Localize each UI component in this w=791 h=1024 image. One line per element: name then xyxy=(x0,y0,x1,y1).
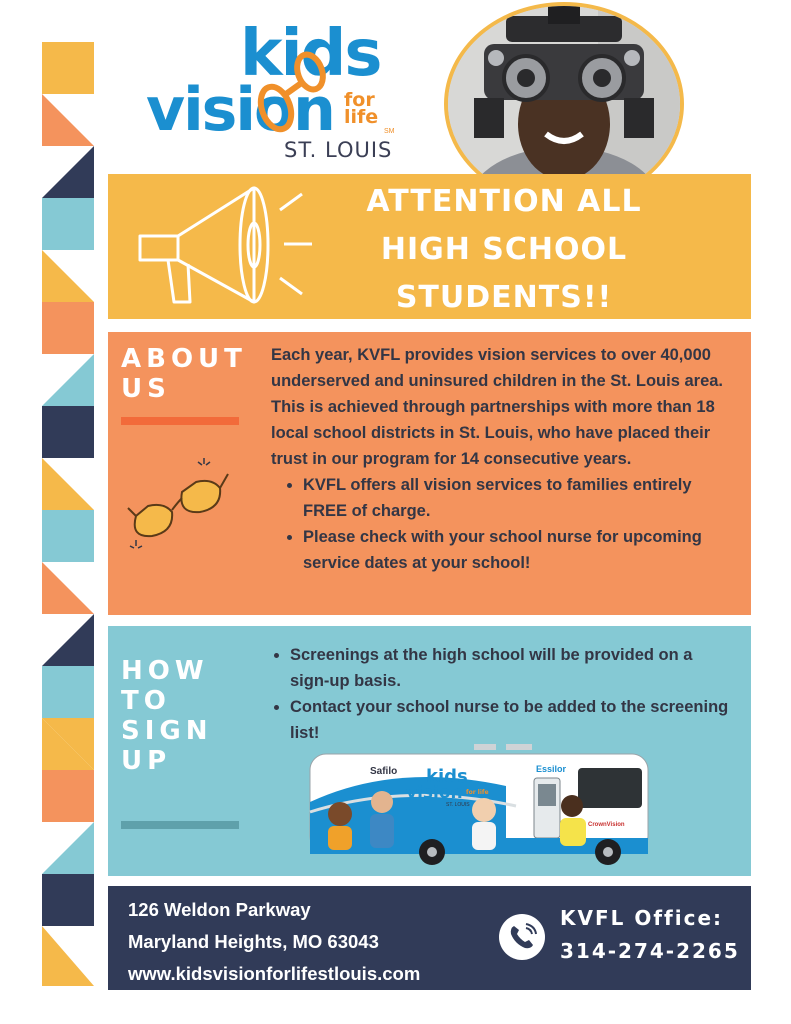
office-label: KVFL Office: xyxy=(560,906,724,930)
footer-address xyxy=(128,894,420,990)
about-us-text xyxy=(271,342,733,576)
bus-brand-safilo: Safilo xyxy=(370,766,398,777)
website-link[interactable]: www.kidsvisionforlifestlouis.com xyxy=(128,963,421,984)
about-heading-underline xyxy=(121,417,239,425)
about-us-heading: ABOUT US xyxy=(121,344,247,404)
logo-glasses-icon xyxy=(248,50,338,142)
megaphone-icon xyxy=(134,184,324,308)
logo-sm-mark: SM xyxy=(384,128,395,135)
how-heading-underline xyxy=(121,821,239,829)
how-to-sign-up-text xyxy=(258,642,736,746)
how-bullet-screenings: • Screenings at the high school will be provided on a sign-up basis. xyxy=(290,642,736,694)
office-phone[interactable]: 314-274-2265 xyxy=(560,939,740,963)
office-contact xyxy=(560,902,740,968)
phone-icon xyxy=(499,914,545,960)
logo-vision-text: vision xyxy=(146,75,334,145)
logo-forlife-text: for life xyxy=(344,89,379,129)
bus-logo-vision: vision xyxy=(406,783,463,803)
address-street: 126 Weldon Parkway xyxy=(128,899,311,920)
about-paragraph: Each year, KVFL provides vision services to over 40,000 underserved and uninsured children in the St. Louis area. This is achieved through partnerships with more than 18 local school districts in St. Louis, who have placed their trust in our program for 14 consecutive years. xyxy=(271,346,724,468)
bus-brand-crownvision: CrownVision xyxy=(588,822,625,828)
logo-city-text: ST. LOUIS xyxy=(284,138,393,162)
how-bullet-contact: • Contact your school nurse to be added to the screening list! xyxy=(290,694,736,746)
how-to-sign-up-heading: HOW TO SIGN UP xyxy=(121,656,213,776)
bus-brand-essilor: Essilor xyxy=(536,764,567,774)
decorative-triangle-strip xyxy=(42,42,94,986)
logo-kids-text: kids xyxy=(240,17,381,91)
bus-logo-city: ST. LOUIS xyxy=(446,802,470,808)
about-bullet-free: • KVFL offers all vision services to families entirely FREE of charge. xyxy=(303,472,733,524)
address-city: Maryland Heights, MO 63043 xyxy=(128,931,379,952)
bus-logo-forlife: for life xyxy=(466,789,489,796)
mobile-vision-bus xyxy=(306,742,658,868)
eye-exam-illustration xyxy=(448,6,680,202)
about-bullet-nurse: • Please check with your school nurse for upcoming service dates at your school! xyxy=(303,524,733,576)
bus-logo-kids: kids xyxy=(426,766,468,787)
banner-title: ATTENTION ALL HIGH SCHOOL STUDENTS!! xyxy=(366,184,642,315)
eyeglasses-icon xyxy=(124,452,234,556)
